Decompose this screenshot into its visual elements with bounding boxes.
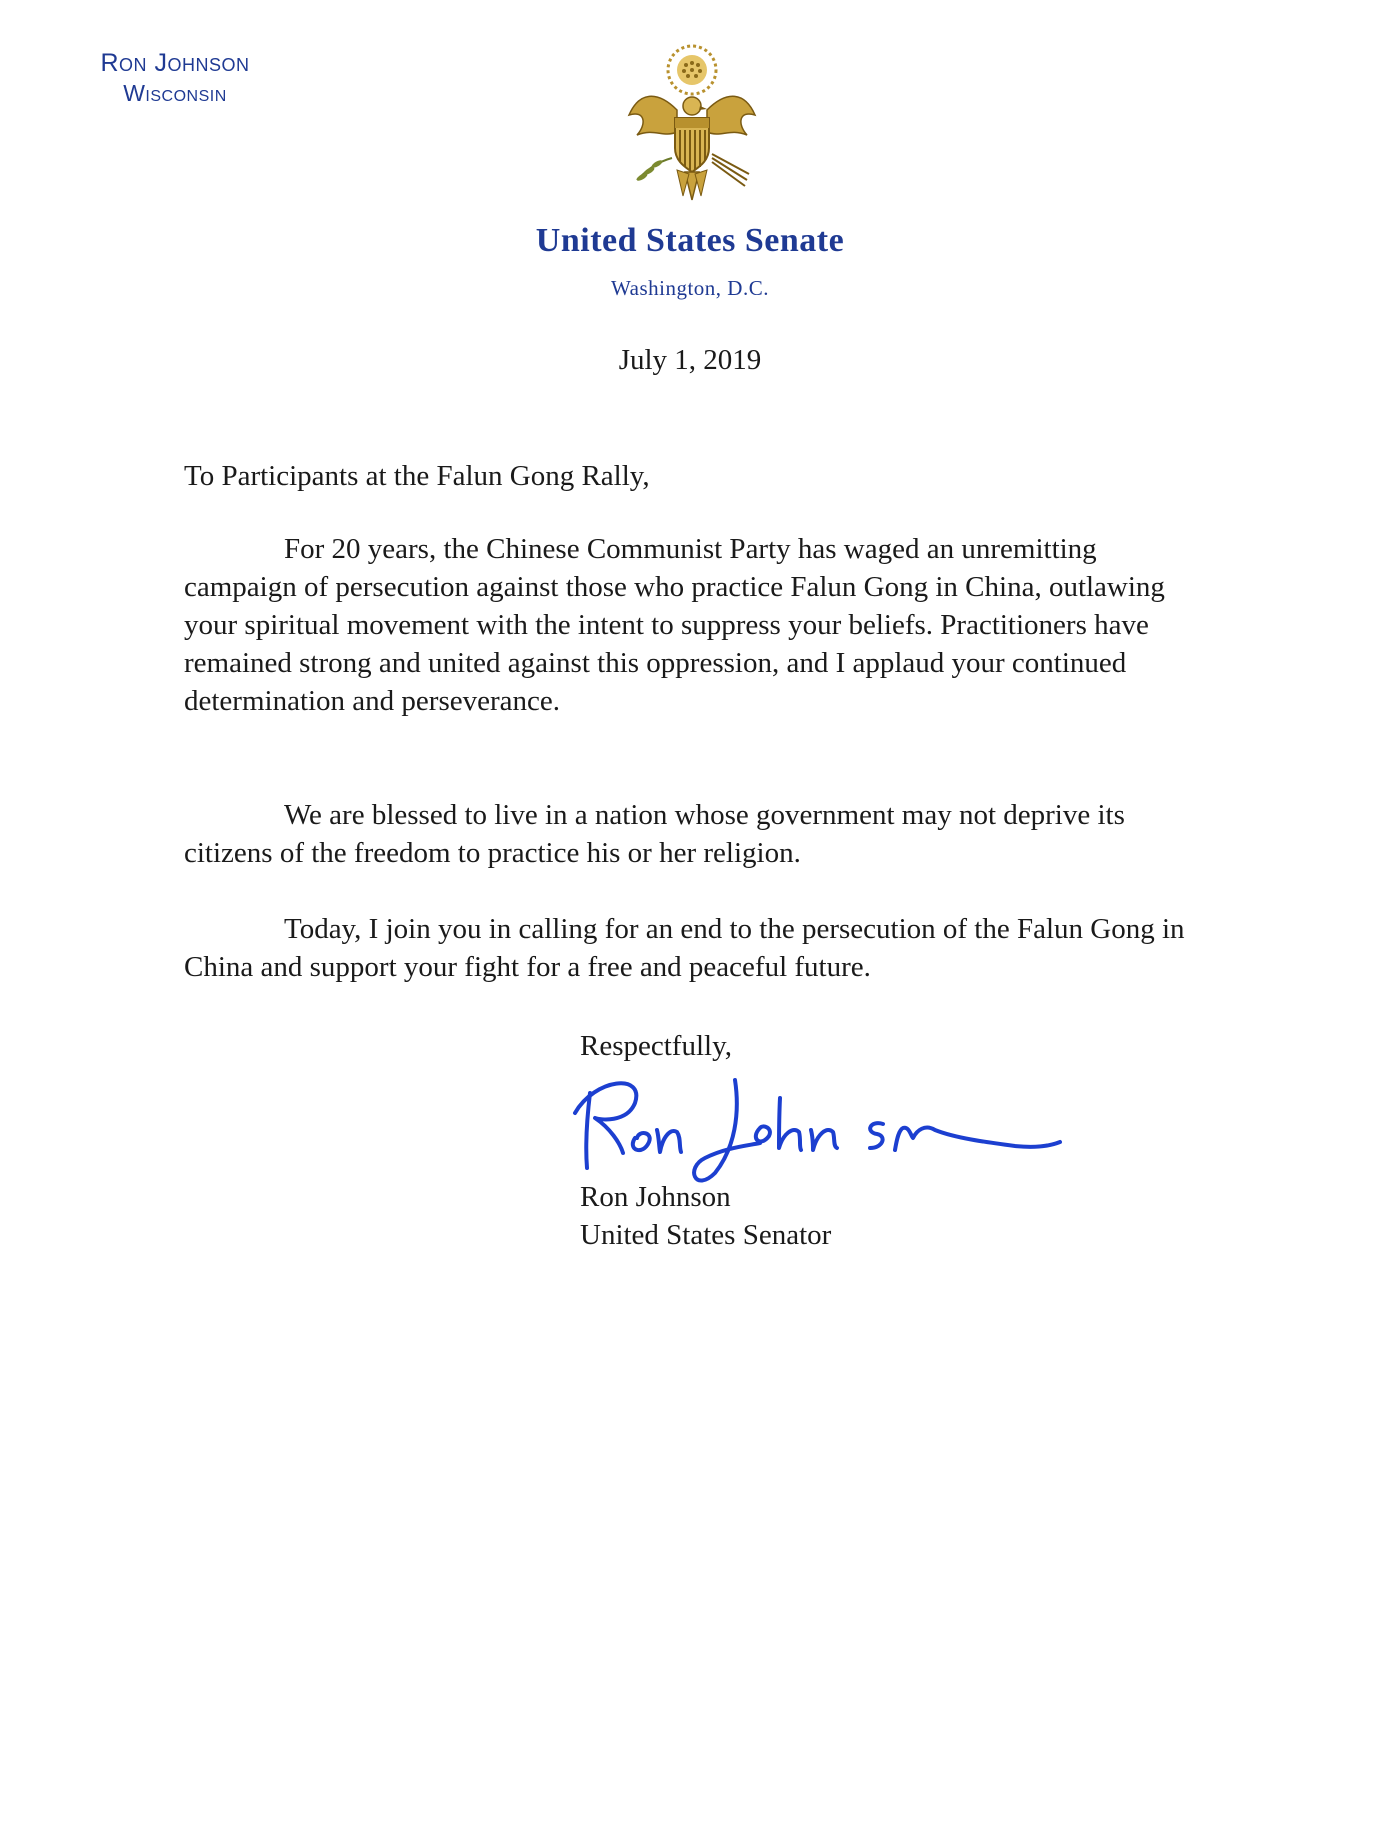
closing: Respectfully, xyxy=(580,1030,732,1062)
sender-block xyxy=(60,48,290,108)
body-paragraph xyxy=(184,530,1194,720)
body-paragraph xyxy=(184,910,1194,986)
signer-block xyxy=(580,1178,831,1254)
senate-city: Washington, D.C. xyxy=(611,276,769,300)
letter-date: July 1, 2019 xyxy=(618,344,762,376)
signer-title: United States Senator xyxy=(580,1219,832,1251)
salutation: To Participants at the Falun Gong Rally, xyxy=(184,460,650,492)
signer-name: Ron Johnson xyxy=(580,1181,731,1213)
great-seal-icon xyxy=(617,40,767,220)
sender-state: Wisconsin xyxy=(123,80,227,106)
handwritten-signature xyxy=(565,1058,1075,1198)
senate-title: United States Senate xyxy=(535,222,845,259)
body-paragraph xyxy=(184,796,1194,872)
paragraph-text: We are blessed to live in a nation whose government may not deprive its citizens of the freedom to practice his or her religion. xyxy=(184,799,1125,869)
paragraph-text: For 20 years, the Chinese Communist Party has waged an unremitting campaign of persecution against those who practice Falun Gong in China, outlawing your spiritual movement with the intent to suppress your beliefs. Practitioners have remained strong and united against this oppression, and I applaud your continued determination and perseverance. xyxy=(184,533,1165,717)
sender-name: Ron Johnson xyxy=(100,49,250,77)
paragraph-text: Today, I join you in calling for an end to the persecution of the Falun Gong in China and support your fight for a free and peaceful future. xyxy=(184,913,1185,983)
